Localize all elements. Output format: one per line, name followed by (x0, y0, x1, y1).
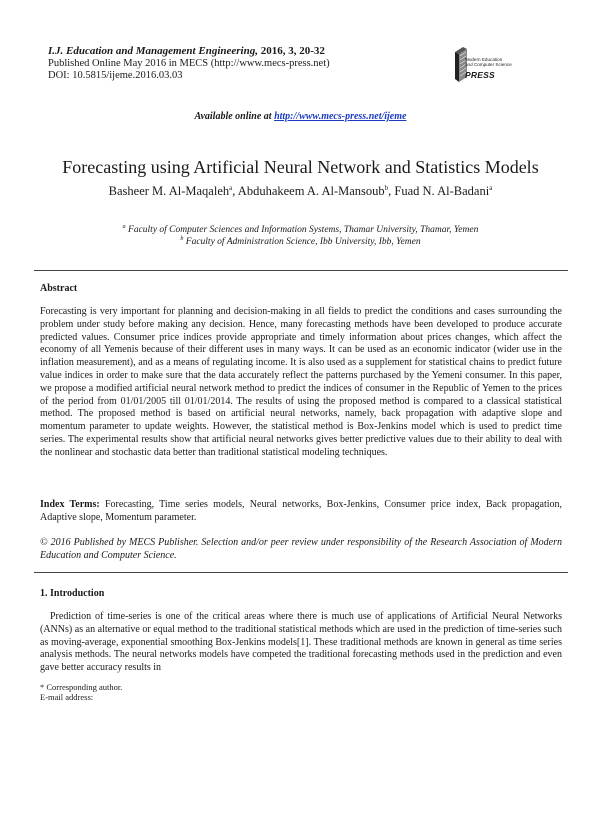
affiliation (0, 236, 601, 247)
affiliation-text: Faculty of Computer Sciences and Information Systems, Thamar University, Thamar, Yemen (128, 225, 479, 236)
journal-url-link[interactable]: http://www.mecs-press.net/ijeme (274, 111, 407, 122)
available-prefix: Available online at (194, 111, 275, 122)
author-list (0, 184, 601, 199)
email-address-note: E-mail address: (40, 692, 94, 702)
abstract-text: Forecasting is very important for planning and decision-making in all fields to predict the conditions and cases surrounding the problem under study before making any decision. Hence, many forecasting methods have been developed to produce accurate predicted values. Consumer price indices provide appropriate and timely information about prices changes, which affect the economy of all Yemenis because of their different uses in many ways. It can be used as an economic indicator (wider use in the inflation measurement), and as a means of regulating income. It is also used as a supplement for statistical chains to predict future value indices in order to make sure that the data accurately reflect the patterns purchased by the Yemeni consumer. In this paper, we propose a modified artificial neural network method to predict the indices of consumer in the Republic of Yemen to the prices of the period from 01/01/2005 till 01/01/2014. The results of using the proposed method is compared to a classical statistical method. The proposed method is based on artificial neural networks, namely, back propagation with adaptive slope and momentum parameter to update weights. However, the statistical method is Box-Jenkins model which is used to predict time series. The experimental results show that artificial neural networks gives better predictive values due to their ability to deal with the nonlinear and stochastic data better than traditional statistical modeling techniques. (40, 306, 562, 458)
journal-citation (48, 45, 325, 57)
author-affiliation-mark: a (489, 183, 493, 192)
affiliation-text: Faculty of Administration Science, Ibb University, Ibb, Yemen (185, 237, 421, 248)
logo-text (465, 57, 512, 67)
introduction-heading: 1. Introduction (40, 588, 105, 599)
author-name: Fuad N. Al-Badani (394, 184, 490, 198)
author-affiliation-mark: b (384, 183, 389, 192)
section-divider (34, 572, 568, 573)
corresponding-author-note: * Corresponding author. (40, 682, 123, 692)
author-affiliation-mark: a (229, 183, 233, 192)
paper-title: Forecasting using Artificial Neural Network and Statistics Models (62, 157, 539, 177)
logo-press: PRESS (465, 70, 495, 80)
index-terms-text: Forecasting, Time series models, Neural networks, Box-Jenkins, Consumer price index, Back propagation, Adaptive slope, Momentum parameter. (40, 499, 563, 523)
author-name: Basheer M. Al-Maqaleh (108, 184, 230, 198)
affiliation (0, 224, 601, 235)
abstract-heading: Abstract (40, 283, 78, 294)
doi-line: DOI: 10.5815/ijeme.2016.03.03 (48, 70, 183, 81)
available-online (0, 111, 601, 122)
logo-line-2: and Computer Science (465, 62, 512, 67)
section-divider (34, 270, 568, 271)
author-separator: , (388, 184, 395, 198)
author-separator: , (232, 184, 238, 198)
affiliation-mark: b (180, 236, 184, 242)
logo-line-1: Modern Education (465, 57, 503, 62)
published-online-line: Published Online May 2016 in MECS (http://www.mecs-press.net) (48, 58, 330, 69)
index-terms-label: Index Terms: (40, 499, 100, 510)
mecs-press-logo (454, 40, 554, 90)
journal-issue: 2016, 3, 20-32 (257, 45, 325, 57)
introduction-text: Prediction of time-series is one of the critical areas where there is much use of applications of Artificial Neural Networks (ANNs) as an alternative or equal method to the traditional statistical methods which are used in the prediction of time-series such as moving-average, exponential smoothing Box-Jenkins models[1]. These traditional methods are known in general as time series analysis methods. The neural networks models have competed the traditional forecasting methods used in the prediction and even gave better accuracy results in (40, 611, 562, 674)
author-name: Abduhakeem A. Al-Mansoub (237, 184, 385, 198)
copyright-notice: © 2016 Published by MECS Publisher. Selection and/or peer review under responsibility of the Research Association of Modern Education and Computer Science. (40, 537, 562, 561)
affiliation-mark: a (122, 224, 126, 230)
journal-name: I.J. Education and Management Engineering, (48, 45, 258, 57)
index-terms (40, 499, 562, 525)
